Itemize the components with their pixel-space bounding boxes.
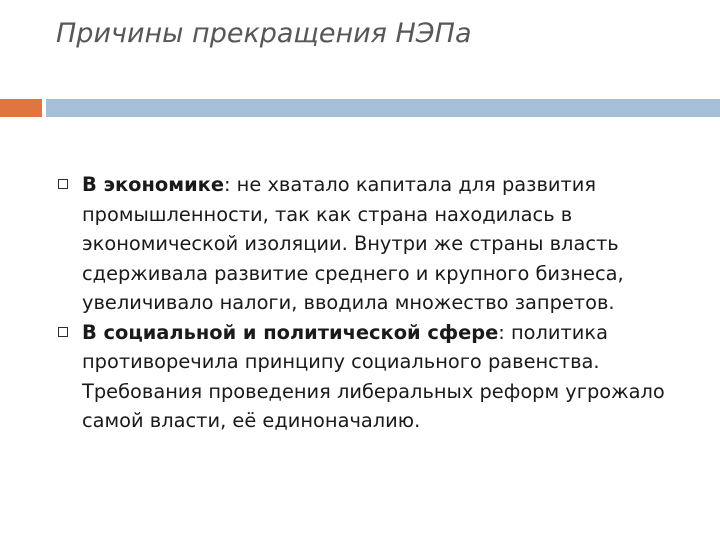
accent-bar-orange xyxy=(0,99,42,117)
hollow-square-icon xyxy=(58,179,68,189)
hollow-square-icon xyxy=(58,327,68,337)
bullet-item-economy xyxy=(58,170,688,318)
accent-bar-blue xyxy=(46,99,720,117)
slide-title: Причины прекращения НЭПа xyxy=(56,18,472,49)
bullet-term: В экономике xyxy=(82,173,224,196)
bullet-item-social-political xyxy=(58,318,688,436)
bullet-list xyxy=(58,170,688,436)
bullet-text: : политика противоречила принципу социального равенства. Требования проведения либеральных реформ угрожало самой власти, её единоначалию. xyxy=(82,320,665,432)
bullet-term: В социальной и политической сфере xyxy=(82,320,499,344)
bullet-text: : не хватало капитала для развития промышленности, так как страна находилась в экономической изоляции. Внутри же страны власть сдерживала развитие среднего и крупного бизнеса, увеличивало налоги, вводила множество запретов. xyxy=(82,173,624,314)
